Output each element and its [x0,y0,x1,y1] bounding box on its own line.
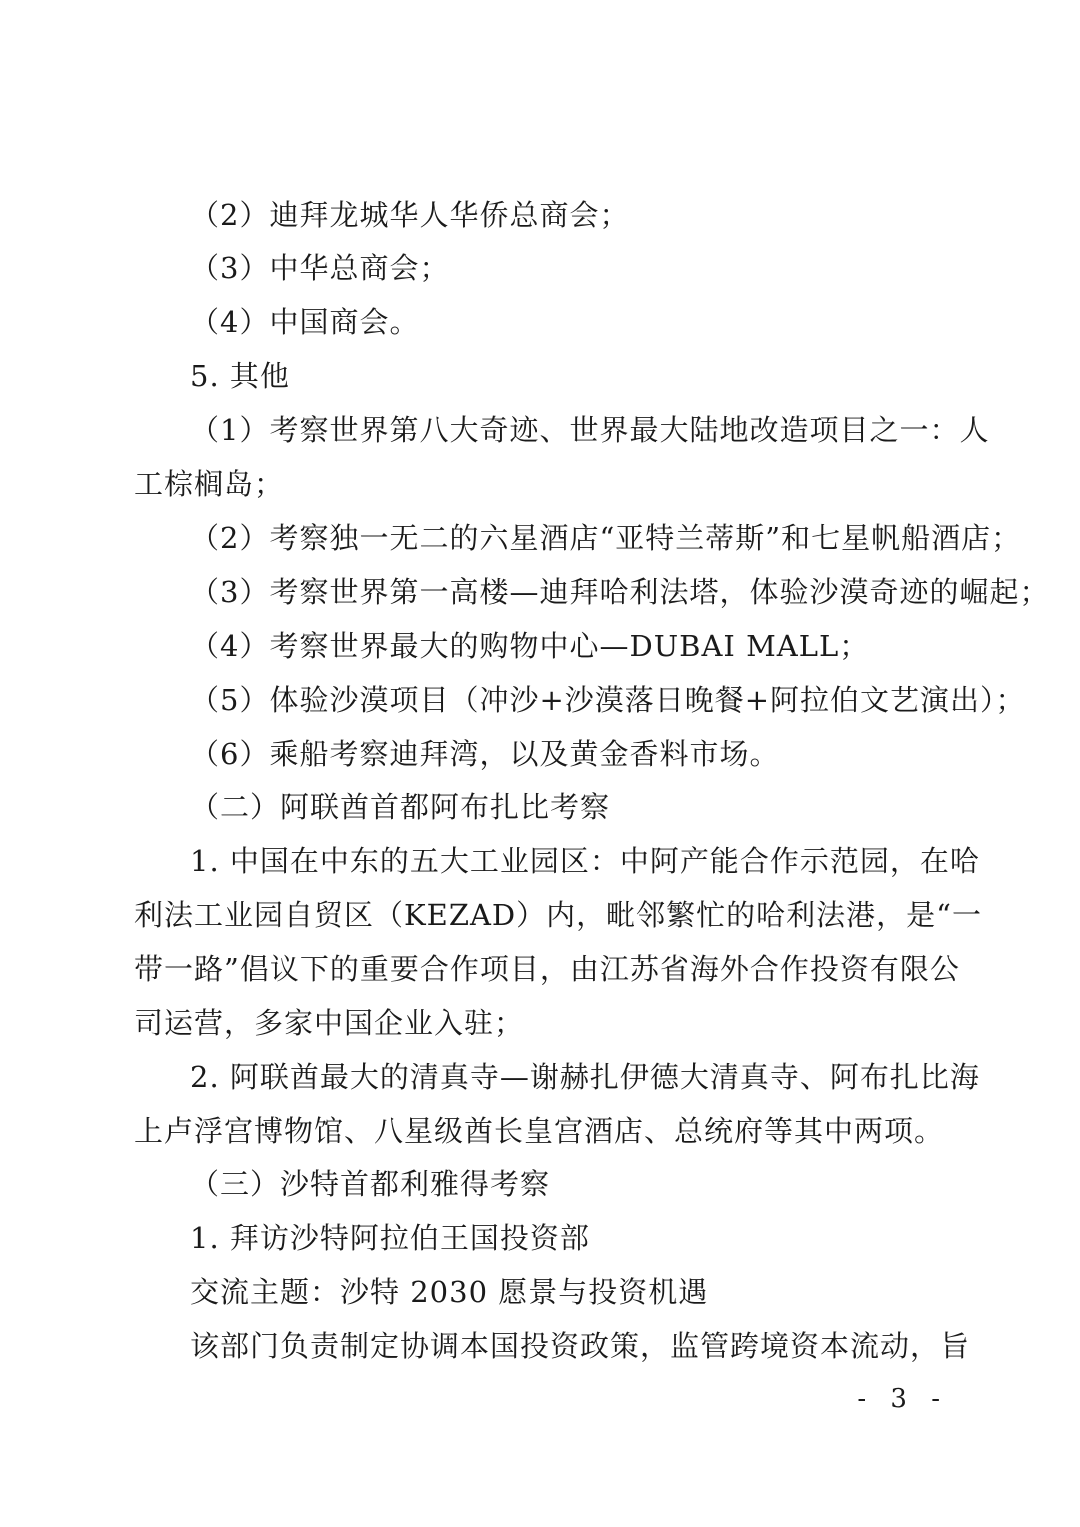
text-line: （2）考察独一无二的六星酒店“亚特兰蒂斯”和七星帆船酒店； [190,521,1022,555]
page-number: - 3 - [857,1384,948,1414]
text-line: （6）乘船考察迪拜湾，以及黄金香料市场。 [190,737,780,771]
text-line: 上卢浮宫博物馆、八星级酋长皇宫酒店、总统府等其中两项。 [134,1114,945,1148]
text-line: （4）考察世界最大的购物中心—DUBAI MALL； [190,629,870,663]
text-line: 交流主题：沙特 2030 愿景与投资机遇 [190,1275,709,1309]
text-line: 1. 中国在中东的五大工业园区：中阿产能合作示范园，在哈 [190,844,980,878]
text-line: （5）体验沙漠项目（冲沙+沙漠落日晚餐+阿拉伯文艺演出）； [190,683,1026,717]
text-line: 2. 阿联酋最大的清真寺—谢赫扎伊德大清真寺、阿布扎比海 [190,1060,980,1094]
text-line: （2）迪拜龙城华人华侨总商会； [190,198,630,232]
text-line: （3）考察世界第一高楼—迪拜哈利法塔，体验沙漠奇迹的崛起； [190,575,1050,609]
text-line: 1. 拜访沙特阿拉伯王国投资部 [190,1221,590,1255]
text-line: 工棕榈岛； [134,467,285,501]
text-line: （1）考察世界第八大奇迹、世界最大陆地改造项目之一：人 [190,413,990,447]
text-line: 带一路”倡议下的重要合作项目，由江苏省海外合作投资有限公 [134,952,960,986]
text-line: （3）中华总商会； [190,251,450,285]
section-heading: （三）沙特首都利雅得考察 [190,1167,551,1201]
text-line: 利法工业园自贸区（KEZAD）内，毗邻繁忙的哈利法港，是“一 [134,898,983,932]
text-line: （4）中国商会。 [190,305,420,339]
section-heading: （二）阿联酋首都阿布扎比考察 [190,790,611,824]
text-line: 司运营，多家中国企业入驻； [134,1006,525,1040]
section-heading: 5. 其他 [190,359,290,393]
text-line: 该部门负责制定协调本国投资政策，监管跨境资本流动，旨 [190,1329,971,1363]
